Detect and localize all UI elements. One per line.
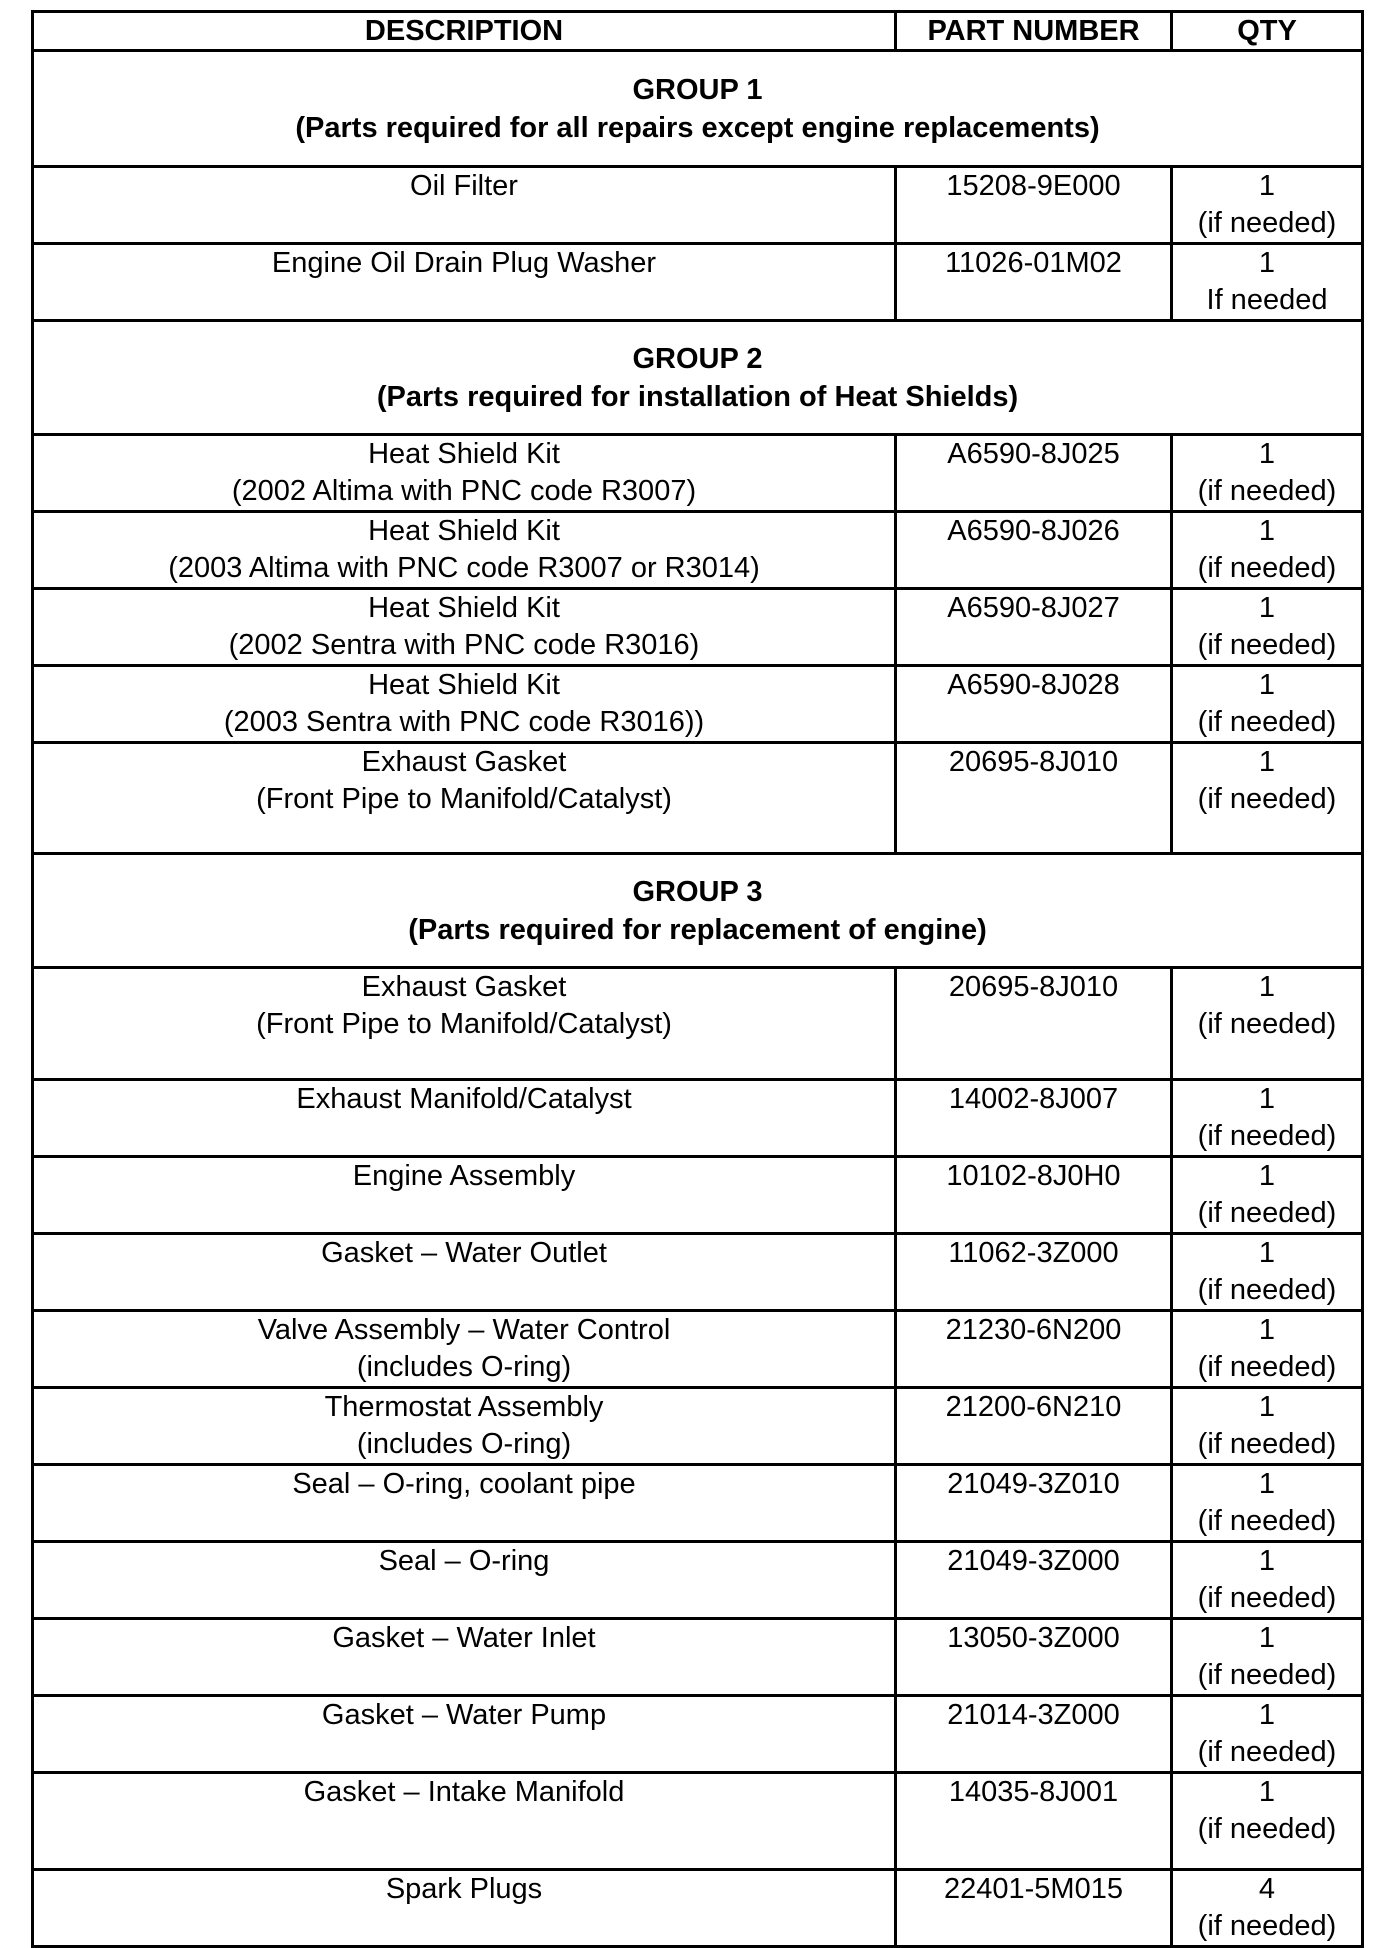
description-line: Exhaust Gasket [361,971,567,1003]
group-subtitle: (Parts required for installation of Heat Shields) [376,380,1019,413]
table-row [33,1542,1363,1619]
description-cell [33,1157,896,1234]
part-number-cell [896,1870,1172,1947]
table-row [33,1696,1363,1773]
table-row [33,1773,1363,1870]
qty-cell [1172,1696,1363,1773]
part-number-cell [896,435,1172,512]
qty-value: 1 [1258,1699,1276,1731]
qty-cell [1172,512,1363,589]
group-title: GROUP 1 [632,73,763,106]
part-number: 14035-8J001 [948,1776,1119,1808]
description-cell [33,1080,896,1157]
description-line: Engine Assembly [352,1160,576,1192]
qty-value: 1 [1258,247,1276,279]
part-number: A6590-8J026 [947,515,1120,547]
description-cell [33,743,896,854]
part-number: 11062-3Z000 [948,1237,1119,1269]
part-number-cell [896,743,1172,854]
description-line: (Front Pipe to Manifold/Catalyst) [256,783,672,815]
header-description: DESCRIPTION [33,12,896,51]
qty-note: (if needed) [1197,1008,1337,1040]
qty-note: (if needed) [1197,1428,1337,1460]
qty-value: 1 [1258,1545,1276,1577]
header-qty: QTY [1172,12,1363,51]
description-line: (2003 Altima with PNC code R3007 or R3014) [168,552,760,584]
qty-value: 1 [1258,515,1276,547]
part-number: 15208-9E000 [946,170,1121,202]
qty-value: 1 [1258,1314,1276,1346]
qty-cell [1172,1773,1363,1870]
description-line: Exhaust Manifold/Catalyst [296,1083,632,1115]
part-number: A6590-8J027 [947,592,1120,624]
group-title: GROUP 3 [632,875,763,908]
table-row [33,1080,1363,1157]
qty-value: 1 [1258,1468,1276,1500]
qty-note: (if needed) [1197,1274,1337,1306]
qty-note: (if needed) [1197,1351,1337,1383]
table-row [33,512,1363,589]
qty-cell [1172,743,1363,854]
part-number: 21049-3Z000 [947,1545,1120,1577]
part-number-cell [896,1157,1172,1234]
qty-cell [1172,1234,1363,1311]
qty-value: 1 [1258,669,1276,701]
part-number: 21230-6N200 [945,1314,1122,1346]
description-cell [33,968,896,1080]
qty-note: (if needed) [1197,207,1337,239]
part-number: 13050-3Z000 [947,1622,1120,1654]
qty-value: 1 [1258,1391,1276,1423]
description-line: Gasket – Water Inlet [332,1622,596,1654]
part-number: A6590-8J025 [947,438,1120,470]
qty-cell [1172,1080,1363,1157]
qty-cell [1172,1157,1363,1234]
description-line: (Front Pipe to Manifold/Catalyst) [256,1008,672,1040]
description-cell [33,1388,896,1465]
part-number-cell [896,666,1172,743]
qty-cell [1172,1870,1363,1947]
table-row [33,435,1363,512]
part-number-cell [896,1619,1172,1696]
table-row [33,1157,1363,1234]
table-row [33,1870,1363,1947]
description-line: Seal – O-ring [378,1545,550,1577]
qty-value: 1 [1258,170,1276,202]
table-row [33,589,1363,666]
description-cell [33,1773,896,1870]
part-number-cell [896,167,1172,244]
description-line: Gasket – Intake Manifold [303,1776,625,1808]
header-part-number: PART NUMBER [896,12,1172,51]
qty-value: 1 [1258,971,1276,1003]
qty-cell [1172,1388,1363,1465]
description-line: (2002 Sentra with PNC code R3016) [228,629,700,661]
description-line: Oil Filter [410,170,518,202]
parts-table [31,10,1364,1948]
group-subtitle: (Parts required for replacement of engine) [408,913,987,946]
qty-value: 1 [1258,746,1276,778]
qty-note: (if needed) [1197,1120,1337,1152]
group-heading [33,51,1363,167]
qty-value: 1 [1258,438,1276,470]
group-row [33,854,1363,968]
description-line: Heat Shield Kit [368,515,560,547]
qty-value: 1 [1258,592,1276,624]
description-cell [33,1234,896,1311]
qty-note: (if needed) [1197,1197,1337,1229]
qty-value: 1 [1258,1776,1276,1808]
qty-value: 1 [1258,1083,1276,1115]
part-number: 10102-8J0H0 [946,1160,1121,1192]
description-cell [33,1619,896,1696]
part-number: 20695-8J010 [948,971,1119,1003]
part-number-cell [896,1773,1172,1870]
qty-cell [1172,1542,1363,1619]
description-cell [33,666,896,743]
description-line: Gasket – Water Pump [321,1699,607,1731]
description-cell [33,1542,896,1619]
group-row [33,321,1363,435]
qty-note: (if needed) [1197,1582,1337,1614]
group-heading [33,321,1363,435]
description-line: Heat Shield Kit [368,669,560,701]
qty-cell [1172,1619,1363,1696]
qty-cell [1172,244,1363,321]
qty-note: (if needed) [1197,706,1337,738]
description-cell [33,1696,896,1773]
description-cell [33,1311,896,1388]
group-row [33,51,1363,167]
description-line: Gasket – Water Outlet [321,1237,607,1269]
group-heading [33,854,1363,968]
part-number-cell [896,1465,1172,1542]
description-line: Spark Plugs [385,1873,543,1905]
qty-note: (if needed) [1197,1736,1337,1768]
qty-cell [1172,1465,1363,1542]
description-line: Heat Shield Kit [368,438,560,470]
table-row [33,666,1363,743]
description-cell [33,1465,896,1542]
qty-note: (if needed) [1197,1813,1337,1845]
description-cell [33,512,896,589]
qty-value: 1 [1258,1237,1276,1269]
description-line: (includes O-ring) [356,1351,572,1383]
header-row [33,12,1363,51]
table-row [33,167,1363,244]
qty-cell [1172,1311,1363,1388]
description-cell [33,1870,896,1947]
group-subtitle: (Parts required for all repairs except engine replacements) [295,111,1100,144]
qty-value: 1 [1258,1622,1276,1654]
description-line: Engine Oil Drain Plug Washer [271,247,657,279]
qty-cell [1172,589,1363,666]
part-number-cell [896,1388,1172,1465]
qty-note: (if needed) [1197,1505,1337,1537]
group-title: GROUP 2 [632,342,763,375]
qty-value: 1 [1258,1160,1276,1192]
table-row [33,743,1363,854]
table-row [33,1234,1363,1311]
part-number: 20695-8J010 [948,746,1119,778]
qty-cell [1172,666,1363,743]
part-number: 21049-3Z010 [947,1468,1120,1500]
qty-cell [1172,435,1363,512]
description-cell [33,589,896,666]
description-line: Heat Shield Kit [368,592,560,624]
part-number: 11026-01M02 [945,247,1122,279]
part-number-cell [896,512,1172,589]
part-number: A6590-8J028 [947,669,1120,701]
part-number-cell [896,968,1172,1080]
part-number-cell [896,1234,1172,1311]
description-cell [33,435,896,512]
qty-note: (if needed) [1197,1910,1337,1942]
description-cell [33,167,896,244]
part-number-cell [896,1311,1172,1388]
description-line: (2002 Altima with PNC code R3007) [231,475,697,507]
part-number-cell [896,1542,1172,1619]
qty-note: If needed [1206,284,1328,316]
table-row [33,244,1363,321]
description-line: (2003 Sentra with PNC code R3016)) [223,706,705,738]
qty-note: (if needed) [1197,629,1337,661]
part-number-cell [896,1696,1172,1773]
part-number: 14002-8J007 [948,1083,1119,1115]
table-row [33,968,1363,1080]
part-number: 21200-6N210 [945,1391,1122,1423]
description-line: Exhaust Gasket [361,746,567,778]
qty-note: (if needed) [1197,475,1337,507]
table-row [33,1388,1363,1465]
description-line: (includes O-ring) [356,1428,572,1460]
qty-value: 4 [1258,1873,1276,1905]
description-line: Valve Assembly – Water Control [257,1314,671,1346]
part-number-cell [896,244,1172,321]
part-number: 22401-5M015 [944,1873,1123,1905]
description-line: Thermostat Assembly [324,1391,604,1423]
description-line: Seal – O-ring, coolant pipe [292,1468,636,1500]
part-number-cell [896,589,1172,666]
qty-note: (if needed) [1197,1659,1337,1691]
description-cell [33,244,896,321]
qty-note: (if needed) [1197,552,1337,584]
part-number: 21014-3Z000 [947,1699,1120,1731]
part-number-cell [896,1080,1172,1157]
table-row [33,1619,1363,1696]
table-row [33,1465,1363,1542]
qty-note: (if needed) [1197,783,1337,815]
qty-cell [1172,167,1363,244]
table-row [33,1311,1363,1388]
qty-cell [1172,968,1363,1080]
table-body [33,51,1363,1947]
